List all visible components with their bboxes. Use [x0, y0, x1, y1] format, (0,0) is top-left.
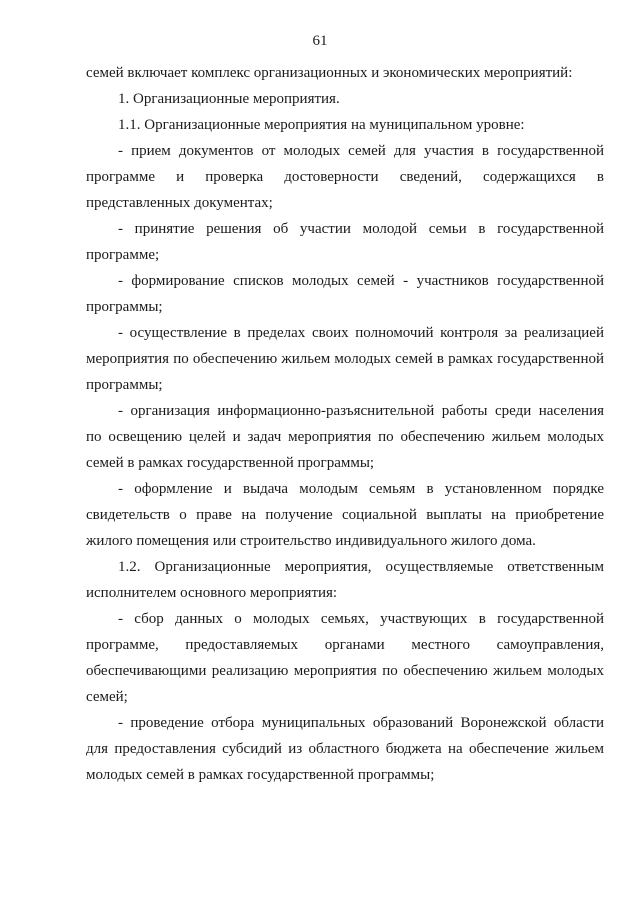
paragraph-item-control: - осуществление в пределах своих полномочий контроля за реализацией мероприятия по обеспечению жильем молодых семей в рамках государственной программы; — [86, 325, 604, 393]
document-body — [86, 60, 604, 788]
paragraph-item-data-collection: - сбор данных о молодых семьях, участвующих в государственной программе, предоставляемых органами местного самоуправления, обеспечивающими реализацию мероприятия по обеспечению жильем молодых семей; — [86, 611, 604, 705]
paragraph-item-municipality-selection: - проведение отбора муниципальных образований Воронежской области для предоставления субсидий из областного бюджета на обеспечение жильем молодых семей в рамках государственной программы; — [86, 715, 604, 783]
paragraph-heading-1: 1. Организационные мероприятия. — [118, 91, 340, 107]
page-number: 61 — [312, 33, 328, 49]
paragraph-item-document-intake: - прием документов от молодых семей для участия в государственной программе и проверка достоверности сведений, содержащихся в представленных документах; — [86, 143, 604, 211]
paragraph-item-certificates: - оформление и выдача молодым семьям в установленном порядке свидетельств о праве на получение социальной выплаты на приобретение жилого помещения или строительство индивидуального жилого дома. — [86, 481, 604, 549]
paragraph-continuation: семей включает комплекс организационных и экономических мероприятий: — [86, 65, 573, 81]
paragraph-heading-1-1: 1.1. Организационные мероприятия на муниципальном уровне: — [118, 117, 525, 133]
paragraph-item-information-work: - организация информационно-разъяснительной работы среди населения по освещению целей и задач мероприятия по обеспечению жильем молодых семей в рамках государственной программы; — [86, 403, 604, 471]
paragraph-item-participation-decision: - принятие решения об участии молодой семьи в государственной программе; — [86, 221, 604, 263]
paragraph-heading-1-2: 1.2. Организационные мероприятия, осуществляемые ответственным исполнителем основного мероприятия: — [86, 559, 604, 601]
paragraph-item-participant-lists: - формирование списков молодых семей - участников государственной программы; — [86, 273, 604, 315]
